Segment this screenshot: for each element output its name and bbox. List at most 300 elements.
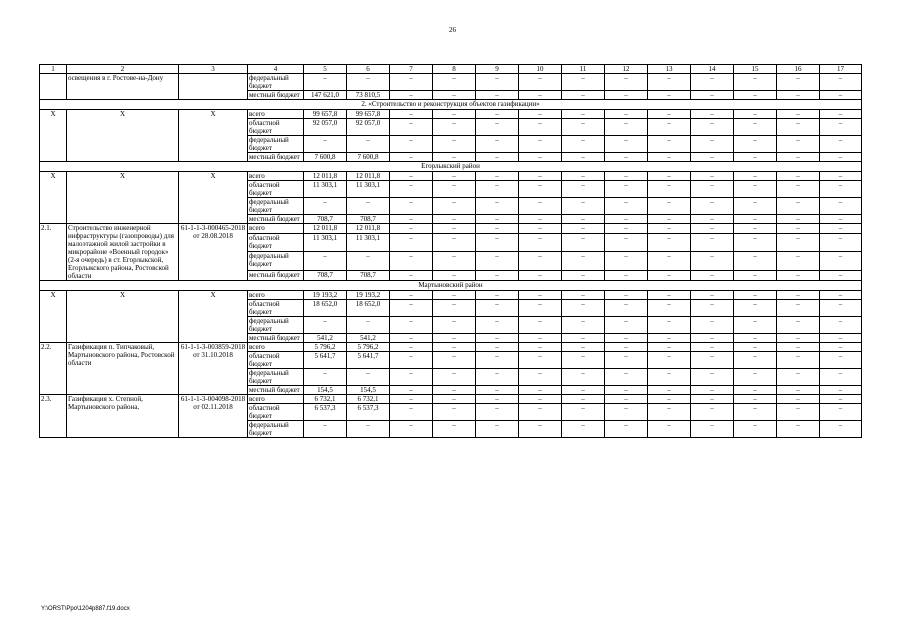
value-col17: – bbox=[820, 291, 862, 300]
value-col6: – bbox=[347, 369, 390, 386]
value-col7: – bbox=[390, 233, 433, 252]
value-col17: – bbox=[820, 172, 862, 181]
value-col8: – bbox=[433, 404, 476, 421]
value-col6: 12 011,8 bbox=[347, 172, 390, 181]
value-col6: – bbox=[347, 74, 390, 91]
item-number bbox=[40, 74, 67, 100]
value-col17: – bbox=[820, 181, 862, 198]
value-col10: – bbox=[519, 136, 562, 153]
value-col16: – bbox=[777, 404, 820, 421]
value-col14: – bbox=[691, 110, 734, 119]
value-col15: – bbox=[734, 300, 777, 317]
value-col12: – bbox=[605, 172, 648, 181]
value-col13: – bbox=[648, 291, 691, 300]
value-col16: – bbox=[777, 334, 820, 343]
value-col7: – bbox=[390, 215, 433, 224]
value-col12: – bbox=[605, 153, 648, 162]
value-col16: – bbox=[777, 300, 820, 317]
value-col16: – bbox=[777, 233, 820, 252]
value-col12: – bbox=[605, 291, 648, 300]
value-col16: – bbox=[777, 153, 820, 162]
value-col7: – bbox=[390, 74, 433, 91]
value-col16: – bbox=[777, 198, 820, 215]
item-name: X bbox=[67, 110, 179, 162]
item-code: 61-1-1-3-003859-2018 от 31.10.2018 bbox=[179, 343, 248, 395]
value-col15: – bbox=[734, 198, 777, 215]
column-number: 8 bbox=[433, 65, 476, 74]
value-col9: – bbox=[476, 343, 519, 352]
value-col11: – bbox=[562, 352, 605, 369]
value-col6: – bbox=[347, 136, 390, 153]
page-number: 26 bbox=[449, 26, 456, 34]
value-col7: – bbox=[390, 395, 433, 404]
column-number: 16 bbox=[777, 65, 820, 74]
value-col15: – bbox=[734, 421, 777, 438]
value-col14: – bbox=[691, 343, 734, 352]
value-col8: – bbox=[433, 291, 476, 300]
value-col17: – bbox=[820, 233, 862, 252]
column-number: 1 bbox=[40, 65, 67, 74]
funding-source: всего bbox=[248, 224, 304, 234]
table-row bbox=[40, 110, 862, 119]
value-col14: – bbox=[691, 317, 734, 334]
value-col8: – bbox=[433, 352, 476, 369]
financing-table bbox=[39, 64, 862, 438]
value-col11: – bbox=[562, 271, 605, 281]
value-col8: – bbox=[433, 395, 476, 404]
value-col17: – bbox=[820, 404, 862, 421]
value-col12: – bbox=[605, 317, 648, 334]
value-col6: – bbox=[347, 421, 390, 438]
value-col16: – bbox=[777, 74, 820, 91]
value-col17: – bbox=[820, 421, 862, 438]
table-row bbox=[40, 291, 862, 300]
value-col11: – bbox=[562, 119, 605, 136]
value-col9: – bbox=[476, 317, 519, 334]
value-col5: 154,5 bbox=[304, 386, 347, 395]
value-col17: – bbox=[820, 386, 862, 395]
value-col15: – bbox=[734, 119, 777, 136]
value-col17: – bbox=[820, 110, 862, 119]
value-col6: 92 057,0 bbox=[347, 119, 390, 136]
value-col9: – bbox=[476, 136, 519, 153]
value-col13: – bbox=[648, 215, 691, 224]
value-col14: – bbox=[691, 136, 734, 153]
value-col14: – bbox=[691, 119, 734, 136]
item-code: X bbox=[179, 172, 248, 224]
value-col7: – bbox=[390, 172, 433, 181]
value-col5: – bbox=[304, 317, 347, 334]
value-col17: – bbox=[820, 343, 862, 352]
column-number: 12 bbox=[605, 65, 648, 74]
value-col5: – bbox=[304, 421, 347, 438]
column-number: 6 bbox=[347, 65, 390, 74]
value-col9: – bbox=[476, 153, 519, 162]
value-col6: 541,2 bbox=[347, 334, 390, 343]
value-col11: – bbox=[562, 91, 605, 100]
value-col10: – bbox=[519, 215, 562, 224]
value-col7: – bbox=[390, 252, 433, 271]
value-col7: – bbox=[390, 119, 433, 136]
value-col9: – bbox=[476, 172, 519, 181]
value-col13: – bbox=[648, 343, 691, 352]
value-col14: – bbox=[691, 334, 734, 343]
value-col8: – bbox=[433, 271, 476, 281]
value-col10: – bbox=[519, 198, 562, 215]
funding-source: всего bbox=[248, 291, 304, 300]
value-col10: – bbox=[519, 119, 562, 136]
value-col16: – bbox=[777, 317, 820, 334]
column-number: 14 bbox=[691, 65, 734, 74]
value-col7: – bbox=[390, 421, 433, 438]
value-col5: 11 303,1 bbox=[304, 181, 347, 198]
value-col5: – bbox=[304, 136, 347, 153]
value-col6: 708,7 bbox=[347, 215, 390, 224]
value-col9: – bbox=[476, 291, 519, 300]
value-col12: – bbox=[605, 119, 648, 136]
funding-source: федеральный бюджет bbox=[248, 369, 304, 386]
value-col8: – bbox=[433, 74, 476, 91]
value-col13: – bbox=[648, 386, 691, 395]
value-col6: – bbox=[347, 317, 390, 334]
value-col10: – bbox=[519, 369, 562, 386]
value-col12: – bbox=[605, 252, 648, 271]
value-col17: – bbox=[820, 300, 862, 317]
value-col8: – bbox=[433, 172, 476, 181]
district-row bbox=[40, 162, 862, 172]
value-col14: – bbox=[691, 74, 734, 91]
value-col8: – bbox=[433, 136, 476, 153]
value-col12: – bbox=[605, 334, 648, 343]
value-col10: – bbox=[519, 233, 562, 252]
value-col15: – bbox=[734, 404, 777, 421]
value-col17: – bbox=[820, 153, 862, 162]
value-col9: – bbox=[476, 404, 519, 421]
column-number: 13 bbox=[648, 65, 691, 74]
value-col5: 18 652,0 bbox=[304, 300, 347, 317]
value-col16: – bbox=[777, 215, 820, 224]
value-col13: – bbox=[648, 181, 691, 198]
value-col6: – bbox=[347, 198, 390, 215]
header-row bbox=[40, 65, 862, 74]
column-number: 9 bbox=[476, 65, 519, 74]
value-col11: – bbox=[562, 110, 605, 119]
value-col13: – bbox=[648, 136, 691, 153]
value-col13: – bbox=[648, 74, 691, 91]
value-col14: – bbox=[691, 352, 734, 369]
value-col9: – bbox=[476, 352, 519, 369]
value-col9: – bbox=[476, 252, 519, 271]
value-col9: – bbox=[476, 233, 519, 252]
value-col13: – bbox=[648, 334, 691, 343]
value-col8: – bbox=[433, 233, 476, 252]
funding-source: областной бюджет bbox=[248, 300, 304, 317]
value-col11: – bbox=[562, 369, 605, 386]
value-col7: – bbox=[390, 198, 433, 215]
funding-source: всего bbox=[248, 395, 304, 404]
value-col10: – bbox=[519, 271, 562, 281]
value-col9: – bbox=[476, 110, 519, 119]
value-col12: – bbox=[605, 110, 648, 119]
value-col6: 6 732,1 bbox=[347, 395, 390, 404]
value-col7: – bbox=[390, 343, 433, 352]
value-col17: – bbox=[820, 119, 862, 136]
value-col5: 99 657,8 bbox=[304, 110, 347, 119]
value-col13: – bbox=[648, 395, 691, 404]
value-col9: – bbox=[476, 224, 519, 234]
value-col7: – bbox=[390, 334, 433, 343]
value-col11: – bbox=[562, 343, 605, 352]
value-col7: – bbox=[390, 110, 433, 119]
value-col14: – bbox=[691, 198, 734, 215]
item-code: X bbox=[179, 110, 248, 162]
value-col11: – bbox=[562, 421, 605, 438]
value-col12: – bbox=[605, 395, 648, 404]
value-col7: – bbox=[390, 153, 433, 162]
item-code: X bbox=[179, 291, 248, 343]
value-col5: – bbox=[304, 252, 347, 271]
value-col12: – bbox=[605, 136, 648, 153]
value-col11: – bbox=[562, 224, 605, 234]
value-col16: – bbox=[777, 224, 820, 234]
value-col13: – bbox=[648, 421, 691, 438]
value-col8: – bbox=[433, 252, 476, 271]
value-col11: – bbox=[562, 395, 605, 404]
funding-source: местный бюджет bbox=[248, 153, 304, 162]
value-col13: – bbox=[648, 233, 691, 252]
value-col8: – bbox=[433, 153, 476, 162]
value-col15: – bbox=[734, 271, 777, 281]
value-col8: – bbox=[433, 343, 476, 352]
value-col10: – bbox=[519, 386, 562, 395]
value-col9: – bbox=[476, 119, 519, 136]
item-number: 2.2. bbox=[40, 343, 67, 395]
funding-source: местный бюджет bbox=[248, 91, 304, 100]
value-col13: – bbox=[648, 252, 691, 271]
value-col5: 19 193,2 bbox=[304, 291, 347, 300]
value-col7: – bbox=[390, 271, 433, 281]
value-col16: – bbox=[777, 352, 820, 369]
value-col12: – bbox=[605, 233, 648, 252]
value-col15: – bbox=[734, 252, 777, 271]
value-col9: – bbox=[476, 421, 519, 438]
value-col6: 73 810,5 bbox=[347, 91, 390, 100]
column-number: 7 bbox=[390, 65, 433, 74]
value-col12: – bbox=[605, 386, 648, 395]
value-col11: – bbox=[562, 334, 605, 343]
value-col11: – bbox=[562, 317, 605, 334]
funding-source: федеральный бюджет bbox=[248, 74, 304, 91]
value-col15: – bbox=[734, 291, 777, 300]
value-col14: – bbox=[691, 291, 734, 300]
value-col12: – bbox=[605, 271, 648, 281]
value-col5: 541,2 bbox=[304, 334, 347, 343]
value-col17: – bbox=[820, 198, 862, 215]
value-col17: – bbox=[820, 352, 862, 369]
item-name: Строительство инженерной инфраструктуры (газопроводы) для малоэтажной жилой застройки в микрорайоне «Военный городок» (2-я очередь) в ст. Егорлыкской, Егорлыкского района, Ростовской области bbox=[67, 224, 179, 281]
value-col15: – bbox=[734, 317, 777, 334]
value-col11: – bbox=[562, 153, 605, 162]
value-col14: – bbox=[691, 271, 734, 281]
item-number: X bbox=[40, 172, 67, 224]
value-col10: – bbox=[519, 172, 562, 181]
funding-source: местный бюджет bbox=[248, 386, 304, 395]
value-col16: – bbox=[777, 271, 820, 281]
value-col5: – bbox=[304, 369, 347, 386]
value-col6: 5 796,2 bbox=[347, 343, 390, 352]
value-col12: – bbox=[605, 198, 648, 215]
value-col11: – bbox=[562, 386, 605, 395]
value-col11: – bbox=[562, 215, 605, 224]
district-row bbox=[40, 281, 862, 291]
value-col11: – bbox=[562, 252, 605, 271]
value-col5: 6 732,1 bbox=[304, 395, 347, 404]
value-col11: – bbox=[562, 181, 605, 198]
value-col7: – bbox=[390, 317, 433, 334]
value-col17: – bbox=[820, 252, 862, 271]
value-col11: – bbox=[562, 172, 605, 181]
item-name: X bbox=[67, 172, 179, 224]
value-col12: – bbox=[605, 343, 648, 352]
table-row bbox=[40, 343, 862, 352]
value-col9: – bbox=[476, 300, 519, 317]
section-title: Мартыновский район bbox=[40, 281, 862, 291]
item-number: 2.1. bbox=[40, 224, 67, 281]
value-col14: – bbox=[691, 386, 734, 395]
column-number: 17 bbox=[820, 65, 862, 74]
value-col7: – bbox=[390, 300, 433, 317]
value-col8: – bbox=[433, 300, 476, 317]
value-col14: – bbox=[691, 172, 734, 181]
value-col15: – bbox=[734, 110, 777, 119]
value-col13: – bbox=[648, 317, 691, 334]
value-col17: – bbox=[820, 334, 862, 343]
funding-source: областной бюджет bbox=[248, 404, 304, 421]
item-code: 61-1-1-3-004098-2018 от 02.11.2018 bbox=[179, 395, 248, 438]
value-col16: – bbox=[777, 119, 820, 136]
funding-source: федеральный бюджет bbox=[248, 317, 304, 334]
value-col16: – bbox=[777, 110, 820, 119]
funding-source: местный бюджет bbox=[248, 334, 304, 343]
value-col6: 12 011,8 bbox=[347, 224, 390, 234]
value-col14: – bbox=[691, 395, 734, 404]
value-col10: – bbox=[519, 334, 562, 343]
section-title: 2. «Строительство и реконструкция объектов газификации» bbox=[40, 100, 862, 110]
value-col17: – bbox=[820, 271, 862, 281]
value-col12: – bbox=[605, 91, 648, 100]
value-col6: 11 303,1 bbox=[347, 233, 390, 252]
value-col17: – bbox=[820, 369, 862, 386]
value-col16: – bbox=[777, 291, 820, 300]
value-col9: – bbox=[476, 91, 519, 100]
value-col13: – bbox=[648, 369, 691, 386]
value-col5: 708,7 bbox=[304, 215, 347, 224]
value-col7: – bbox=[390, 136, 433, 153]
item-number: 2.3. bbox=[40, 395, 67, 438]
column-number: 2 bbox=[67, 65, 179, 74]
value-col13: – bbox=[648, 352, 691, 369]
value-col9: – bbox=[476, 369, 519, 386]
item-name: X bbox=[67, 291, 179, 343]
value-col16: – bbox=[777, 252, 820, 271]
value-col12: – bbox=[605, 300, 648, 317]
value-col6: 6 537,3 bbox=[347, 404, 390, 421]
value-col10: – bbox=[519, 352, 562, 369]
value-col12: – bbox=[605, 369, 648, 386]
funding-source: федеральный бюджет bbox=[248, 136, 304, 153]
funding-source: областной бюджет bbox=[248, 233, 304, 252]
value-col8: – bbox=[433, 369, 476, 386]
value-col16: – bbox=[777, 343, 820, 352]
value-col9: – bbox=[476, 271, 519, 281]
value-col6: 19 193,2 bbox=[347, 291, 390, 300]
value-col8: – bbox=[433, 215, 476, 224]
value-col8: – bbox=[433, 421, 476, 438]
value-col14: – bbox=[691, 233, 734, 252]
value-col17: – bbox=[820, 224, 862, 234]
value-col15: – bbox=[734, 233, 777, 252]
funding-source: всего bbox=[248, 343, 304, 352]
value-col17: – bbox=[820, 395, 862, 404]
value-col12: – bbox=[605, 352, 648, 369]
value-col8: – bbox=[433, 198, 476, 215]
file-path-footer: Y:\ORST\Ppo\1204p887.f19.docx bbox=[41, 606, 130, 612]
value-col9: – bbox=[476, 395, 519, 404]
value-col12: – bbox=[605, 74, 648, 91]
value-col10: – bbox=[519, 421, 562, 438]
value-col13: – bbox=[648, 198, 691, 215]
value-col8: – bbox=[433, 317, 476, 334]
value-col17: – bbox=[820, 136, 862, 153]
value-col15: – bbox=[734, 395, 777, 404]
value-col6: 5 641,7 bbox=[347, 352, 390, 369]
value-col15: – bbox=[734, 153, 777, 162]
value-col5: – bbox=[304, 74, 347, 91]
value-col8: – bbox=[433, 386, 476, 395]
value-col7: – bbox=[390, 181, 433, 198]
value-col11: – bbox=[562, 233, 605, 252]
value-col17: – bbox=[820, 74, 862, 91]
value-col16: – bbox=[777, 181, 820, 198]
funding-source: всего bbox=[248, 110, 304, 119]
value-col15: – bbox=[734, 74, 777, 91]
value-col12: – bbox=[605, 215, 648, 224]
value-col15: – bbox=[734, 386, 777, 395]
column-number: 15 bbox=[734, 65, 777, 74]
item-number: X bbox=[40, 110, 67, 162]
value-col10: – bbox=[519, 252, 562, 271]
value-col13: – bbox=[648, 224, 691, 234]
value-col14: – bbox=[691, 153, 734, 162]
value-col12: – bbox=[605, 404, 648, 421]
value-col7: – bbox=[390, 91, 433, 100]
value-col8: – bbox=[433, 110, 476, 119]
value-col14: – bbox=[691, 91, 734, 100]
item-code: 61-1-1-3-000465-2018 от 28.08.2018 bbox=[179, 224, 248, 281]
table-row bbox=[40, 395, 862, 404]
value-col16: – bbox=[777, 421, 820, 438]
value-col6: 11 303,1 bbox=[347, 181, 390, 198]
value-col5: 12 011,8 bbox=[304, 224, 347, 234]
value-col8: – bbox=[433, 119, 476, 136]
value-col10: – bbox=[519, 110, 562, 119]
value-col7: – bbox=[390, 224, 433, 234]
column-number: 3 bbox=[179, 65, 248, 74]
value-col11: – bbox=[562, 74, 605, 91]
value-col17: – bbox=[820, 215, 862, 224]
table-row bbox=[40, 74, 862, 91]
section-title: Егорлыкский район bbox=[40, 162, 862, 172]
